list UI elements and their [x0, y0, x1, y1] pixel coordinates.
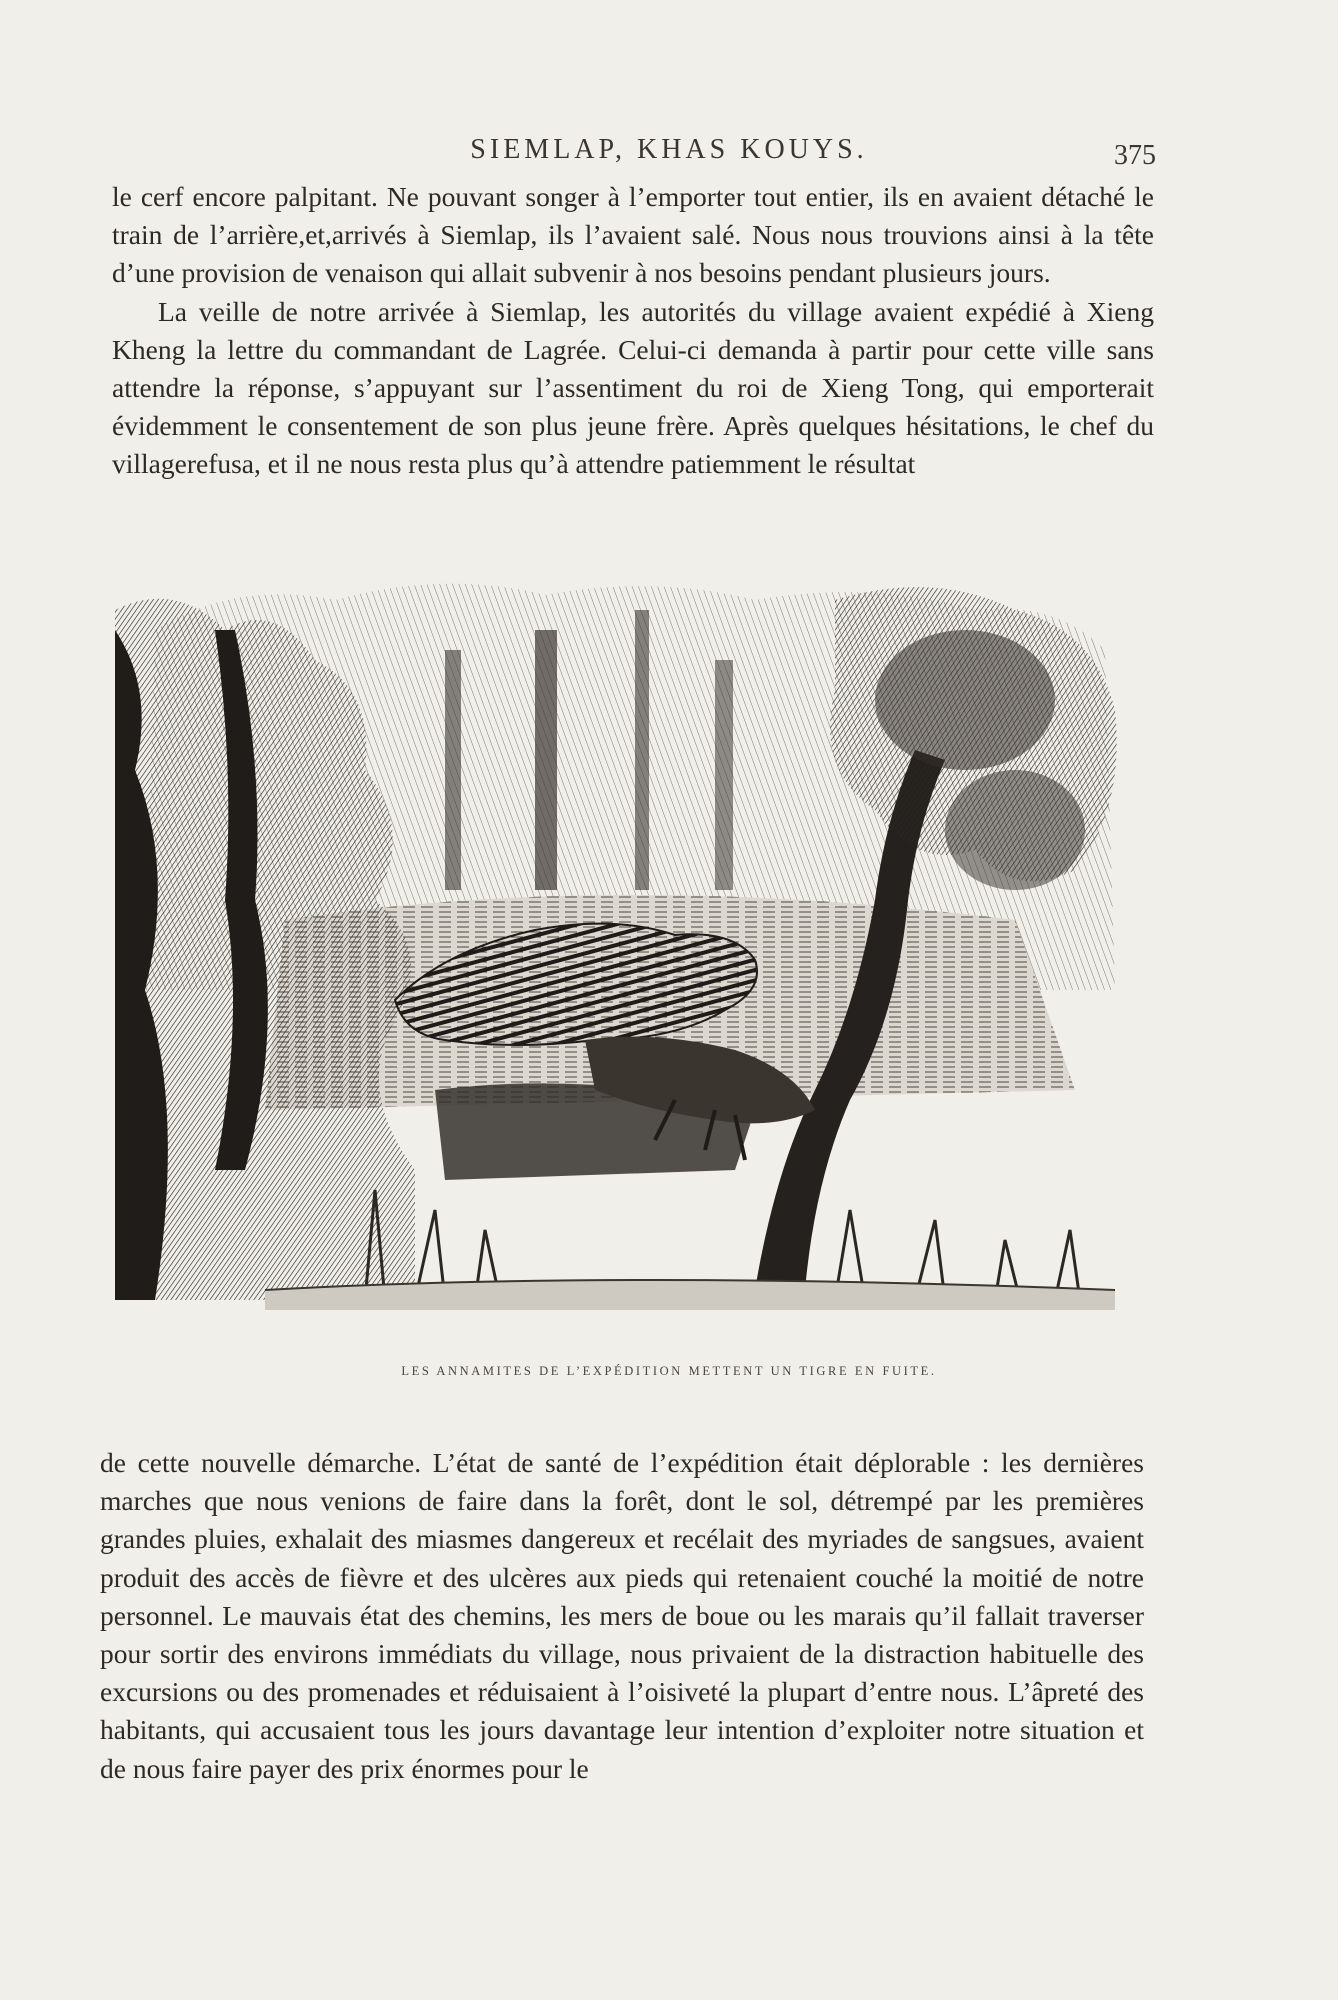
- paragraph: La veille de notre arrivée à Siemlap, les autorités du village avaient expédié à Xieng Kheng la lettre du commandant de Lagrée. Celui-ci demanda à partir pour cette ville sans attendre la réponse, s’appuyant sur l’assentiment du roi de Xieng Tong, qui emporterait évidemment le consentement de son plus jeune frère. Après quelques hésitations, le chef du villagerefusa, et il ne nous resta plus qu’à attendre patiemment le résultat: [112, 295, 1154, 480]
- paragraph: le cerf encore palpitant. Ne pouvant songer à l’emporter tout entier, ils en avaient détaché le train de l’arrière,et,arrivés à Siemlap, ils l’avaient salé. Nous nous trouvions ainsi à la tête d’une provision de venaison qui allait subvenir à nos besoins pendant plusieurs jours.: [112, 181, 1154, 289]
- illustration-caption: LES ANNAMITES DE L’EXPÉDITION METTENT UN TIGRE EN FUITE.: [401, 1364, 937, 1378]
- page-number: 375: [1114, 140, 1156, 171]
- engraving-illustration: [115, 570, 1137, 1322]
- paragraph: de cette nouvelle démarche. L’état de santé de l’expédition était déplorable : les dernières marches que nous venions de faire dans la forêt, dont le sol, détrempé par les premières grandes pluies, exhalait des miasmes dangereux et recélait des myriades de sangsues, avaient produit des accès de fièvre et des ulcères aux pieds qui retenaient couché la moitié de notre personnel. Le mauvais état des chemins, les mers de boue ou les marais qu’il fallait traverser pour sortir des environs immédiats du village, nous privaient de la distraction habituelle des excursions ou des promenades et réduisaient à l’oisiveté la plupart d’entre nous. L’âpreté des habitants, qui accusaient tous les jours davantage leur intention d’exploiter notre situation et de nous faire payer des prix énormes pour le: [100, 1447, 1144, 1784]
- text-block-top: [112, 178, 1154, 484]
- text-block-bottom: [100, 1444, 1144, 1788]
- running-title: SIEMLAP, KHAS KOUYS.: [470, 134, 868, 165]
